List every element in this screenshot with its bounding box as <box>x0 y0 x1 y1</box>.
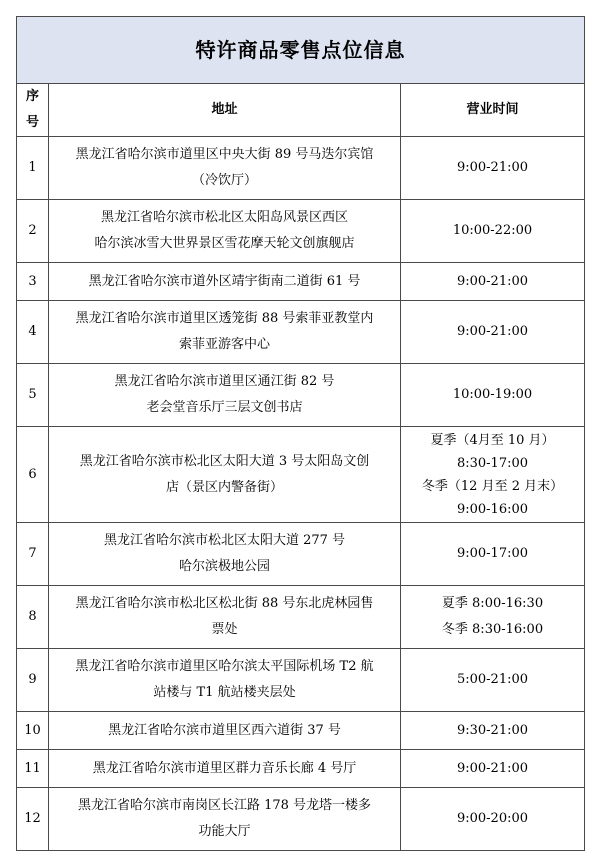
hours-line: 9:00-20:00 <box>456 811 529 826</box>
hours-line: 5:00-21:00 <box>456 672 529 687</box>
table-row <box>17 712 585 750</box>
row-hours <box>401 301 585 364</box>
address-line: 老会堂音乐厅三层文创书店 <box>146 400 303 415</box>
hours-line: 9:00-21:00 <box>456 273 529 289</box>
hours-line: 夏季 8:00-16:30 <box>441 596 544 611</box>
table-row <box>17 523 585 586</box>
address-line: 店（景区内警备街） <box>165 479 283 495</box>
table-row <box>17 301 585 364</box>
table-row <box>17 427 585 523</box>
row-hours <box>401 523 585 586</box>
row-address <box>49 788 401 851</box>
row-address <box>49 750 401 788</box>
row-address <box>49 523 401 586</box>
row-number: 12 <box>17 788 49 851</box>
address-line: 站楼与 T1 航站楼夹层处 <box>153 685 296 700</box>
row-hours <box>401 649 585 712</box>
row-address <box>49 712 401 750</box>
address-line: 黑龙江省哈尔滨市道里区西六道街 37 号 <box>108 722 341 738</box>
address-line: 黑龙江省哈尔滨市道里区通江街 82 号 <box>114 374 335 389</box>
row-hours <box>401 137 585 200</box>
row-hours <box>401 586 585 649</box>
hours-line: 9:00-21:00 <box>456 160 529 175</box>
title-row <box>17 17 585 84</box>
retail-locations-table <box>16 16 585 851</box>
row-number: 11 <box>17 750 49 788</box>
row-address <box>49 263 401 301</box>
row-address <box>49 364 401 427</box>
row-address <box>49 137 401 200</box>
address-line: 索菲亚游客中心 <box>178 337 270 352</box>
table-row <box>17 586 585 649</box>
hours-line: 冬季（12 月至 2 月末） <box>421 478 564 494</box>
address-line: 黑龙江省哈尔滨市道里区中央大街 89 号马迭尔宾馆 <box>75 147 374 162</box>
hours-line: 9:00-21:00 <box>456 324 529 339</box>
document-sheet <box>16 16 584 851</box>
table-title: 特许商品零售点位信息 <box>17 17 585 84</box>
hours-line: 10:00-19:00 <box>452 387 533 402</box>
address-line: 哈尔滨冰雪大世界景区雪花摩天轮文创旗舰店 <box>94 236 355 251</box>
row-hours <box>401 750 585 788</box>
row-hours <box>401 712 585 750</box>
table-row <box>17 137 585 200</box>
header-hours: 营业时间 <box>401 84 585 137</box>
address-line: 黑龙江省哈尔滨市道里区哈尔滨太平国际机场 T2 航 <box>75 659 374 674</box>
address-line: 哈尔滨极地公园 <box>178 559 270 574</box>
hours-line: 9:00-17:00 <box>456 546 529 561</box>
row-number: 5 <box>17 364 49 427</box>
table-row <box>17 788 585 851</box>
address-line: 票处 <box>211 622 238 637</box>
row-hours <box>401 427 585 523</box>
row-number: 8 <box>17 586 49 649</box>
table-row <box>17 263 585 301</box>
header-row <box>17 84 585 137</box>
row-address <box>49 301 401 364</box>
hours-line: 冬季 8:30-16:00 <box>441 622 544 637</box>
hours-line: 9:30-21:00 <box>456 722 529 738</box>
row-hours <box>401 788 585 851</box>
row-hours <box>401 200 585 263</box>
row-address <box>49 586 401 649</box>
row-number: 3 <box>17 263 49 301</box>
table-body <box>17 137 585 851</box>
row-address <box>49 649 401 712</box>
address-line: 黑龙江省哈尔滨市道外区靖宇街南二道街 61 号 <box>88 273 361 289</box>
hours-line: 9:00-16:00 <box>456 501 529 517</box>
row-address <box>49 200 401 263</box>
address-line: 功能大厅 <box>198 824 251 839</box>
hours-line: 8:30-17:00 <box>456 455 529 471</box>
table-row <box>17 649 585 712</box>
address-line: 黑龙江省哈尔滨市松北区太阳大道 3 号太阳岛文创 <box>79 453 370 469</box>
table-row <box>17 750 585 788</box>
address-line: 黑龙江省哈尔滨市道里区群力音乐长廊 4 号厅 <box>92 760 357 776</box>
address-line: 黑龙江省哈尔滨市松北区太阳大道 277 号 <box>103 533 346 548</box>
row-address <box>49 427 401 523</box>
row-number: 2 <box>17 200 49 263</box>
row-number: 6 <box>17 427 49 523</box>
table-row <box>17 364 585 427</box>
row-hours <box>401 263 585 301</box>
row-number: 10 <box>17 712 49 750</box>
header-no: 序号 <box>17 84 49 137</box>
address-line: 黑龙江省哈尔滨市松北区松北街 88 号东北虎林园售 <box>75 596 374 611</box>
address-line: 黑龙江省哈尔滨市松北区太阳岛风景区西区 <box>100 210 348 225</box>
address-line: 黑龙江省哈尔滨市南岗区长江路 178 号龙塔一楼多 <box>77 798 372 813</box>
table-row <box>17 200 585 263</box>
hours-line: 9:00-21:00 <box>456 760 529 776</box>
hours-line: 10:00-22:00 <box>452 223 533 238</box>
address-line: 黑龙江省哈尔滨市道里区透笼街 88 号索菲亚教堂内 <box>75 311 374 326</box>
row-number: 4 <box>17 301 49 364</box>
row-number: 1 <box>17 137 49 200</box>
row-hours <box>401 364 585 427</box>
address-line: （冷饮厅） <box>191 173 257 188</box>
row-number: 9 <box>17 649 49 712</box>
header-address: 地址 <box>49 84 401 137</box>
hours-line: 夏季（4月至 10 月） <box>430 432 555 448</box>
row-number: 7 <box>17 523 49 586</box>
